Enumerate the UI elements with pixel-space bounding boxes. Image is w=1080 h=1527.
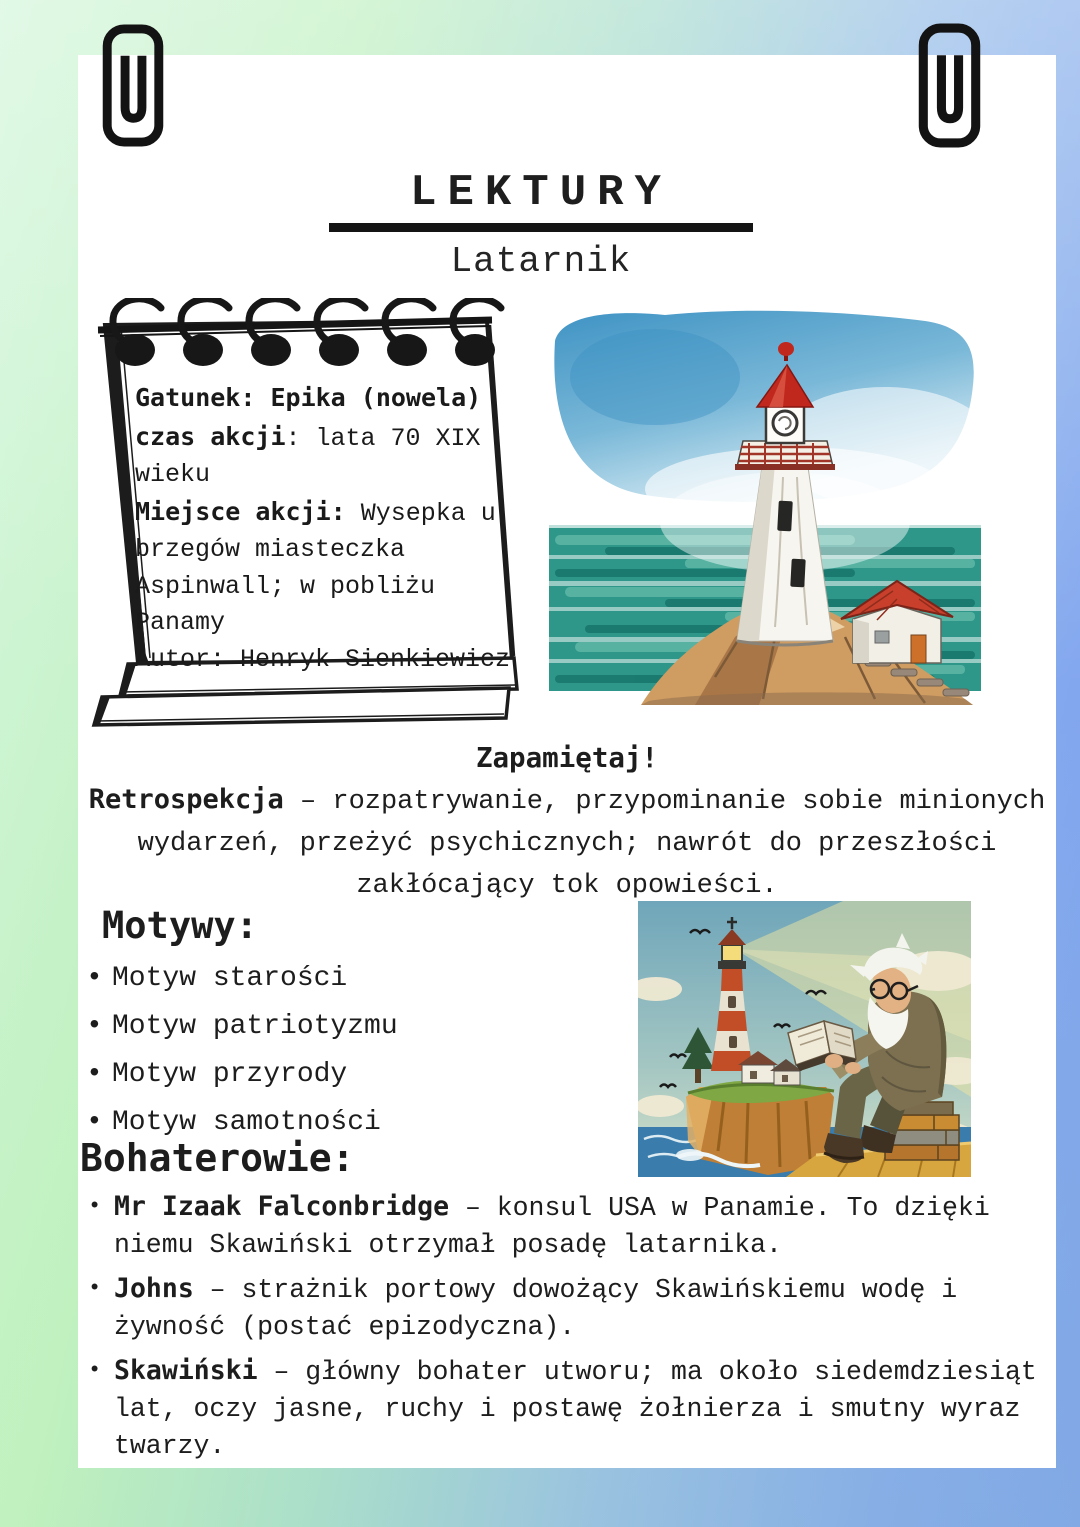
list-item (78, 955, 638, 1003)
list-item (88, 1188, 1048, 1264)
character-description: – konsul USA w Panamie. To dzięki niemu Skawiński otrzymał posadę latarnika. (114, 1193, 990, 1260)
list-item (88, 1270, 1048, 1346)
page-title: LEKTURY (410, 168, 672, 218)
character-name: Johns (114, 1273, 194, 1304)
motif-label: Motyw przyrody (112, 1059, 348, 1090)
place-label: Miejsce akcji: (135, 496, 346, 526)
page-subtitle: Latarnik (450, 241, 632, 282)
motifs-list (78, 955, 638, 1147)
place-value: Wysepka u brzegów miasteczka Aspinwall; w pobliżu Panamy (135, 498, 496, 637)
characters-heading: Bohaterowie: (80, 1136, 355, 1180)
bullet-icon: • (86, 1011, 103, 1042)
bullet-icon: • (88, 1276, 102, 1301)
time-label: czas akcji (135, 421, 286, 451)
bullet-icon: • (86, 963, 103, 994)
reminder-block (86, 737, 1048, 907)
reminder-definition: – rozpatrywanie, przypominanie sobie minionych wydarzeń, przeżyć psychicznych; nawrót do przeszłości zakłócający tok opowieści. (137, 787, 1046, 901)
character-name: Skawiński (114, 1355, 258, 1386)
lighthouse-keeper-illustration-image (638, 901, 971, 1177)
title-underline (329, 223, 753, 232)
character-description: – strażnik portowy dowożący Skawińskiemu wodę i żywność (postać epizodyczna). (114, 1275, 958, 1342)
reminder-text (86, 779, 1048, 907)
paperclip-icon (100, 22, 166, 149)
bullet-icon: • (88, 1358, 102, 1383)
genre-label: Gatunek: Epika (nowela) (135, 383, 482, 412)
character-name: Mr Izaak Falconbridge (114, 1191, 450, 1222)
character-description: – główny bohater utworu; ma około siedemdziesiąt lat, oczy jasne, ruchy i postawę żołnierza i smutny wyraz twarzy. (114, 1357, 1037, 1461)
author-line: Autor: Henryk Sienkiewicz (135, 644, 511, 674)
bullet-icon: • (88, 1194, 102, 1219)
time-value: : lata 70 XIX wieku (135, 423, 481, 489)
list-item (78, 1003, 638, 1051)
list-item (78, 1051, 638, 1099)
notes-page (78, 55, 1056, 1468)
motif-label: Motyw samotności (112, 1107, 381, 1138)
motifs-heading: Motywy: (102, 904, 258, 947)
info-card (88, 298, 540, 728)
reminder-heading: Zapamiętaj! (475, 742, 659, 774)
paperclip-icon (916, 21, 983, 150)
reminder-term: Retrospekcja (88, 784, 284, 815)
info-card-text (135, 380, 515, 678)
motif-label: Motyw starości (112, 963, 348, 994)
lighthouse-watercolor-image (545, 307, 985, 707)
bullet-icon: • (86, 1059, 103, 1090)
motif-label: Motyw patriotyzmu (112, 1011, 398, 1042)
list-item (88, 1352, 1048, 1465)
characters-list (88, 1188, 1048, 1471)
bullet-icon: • (86, 1107, 103, 1138)
